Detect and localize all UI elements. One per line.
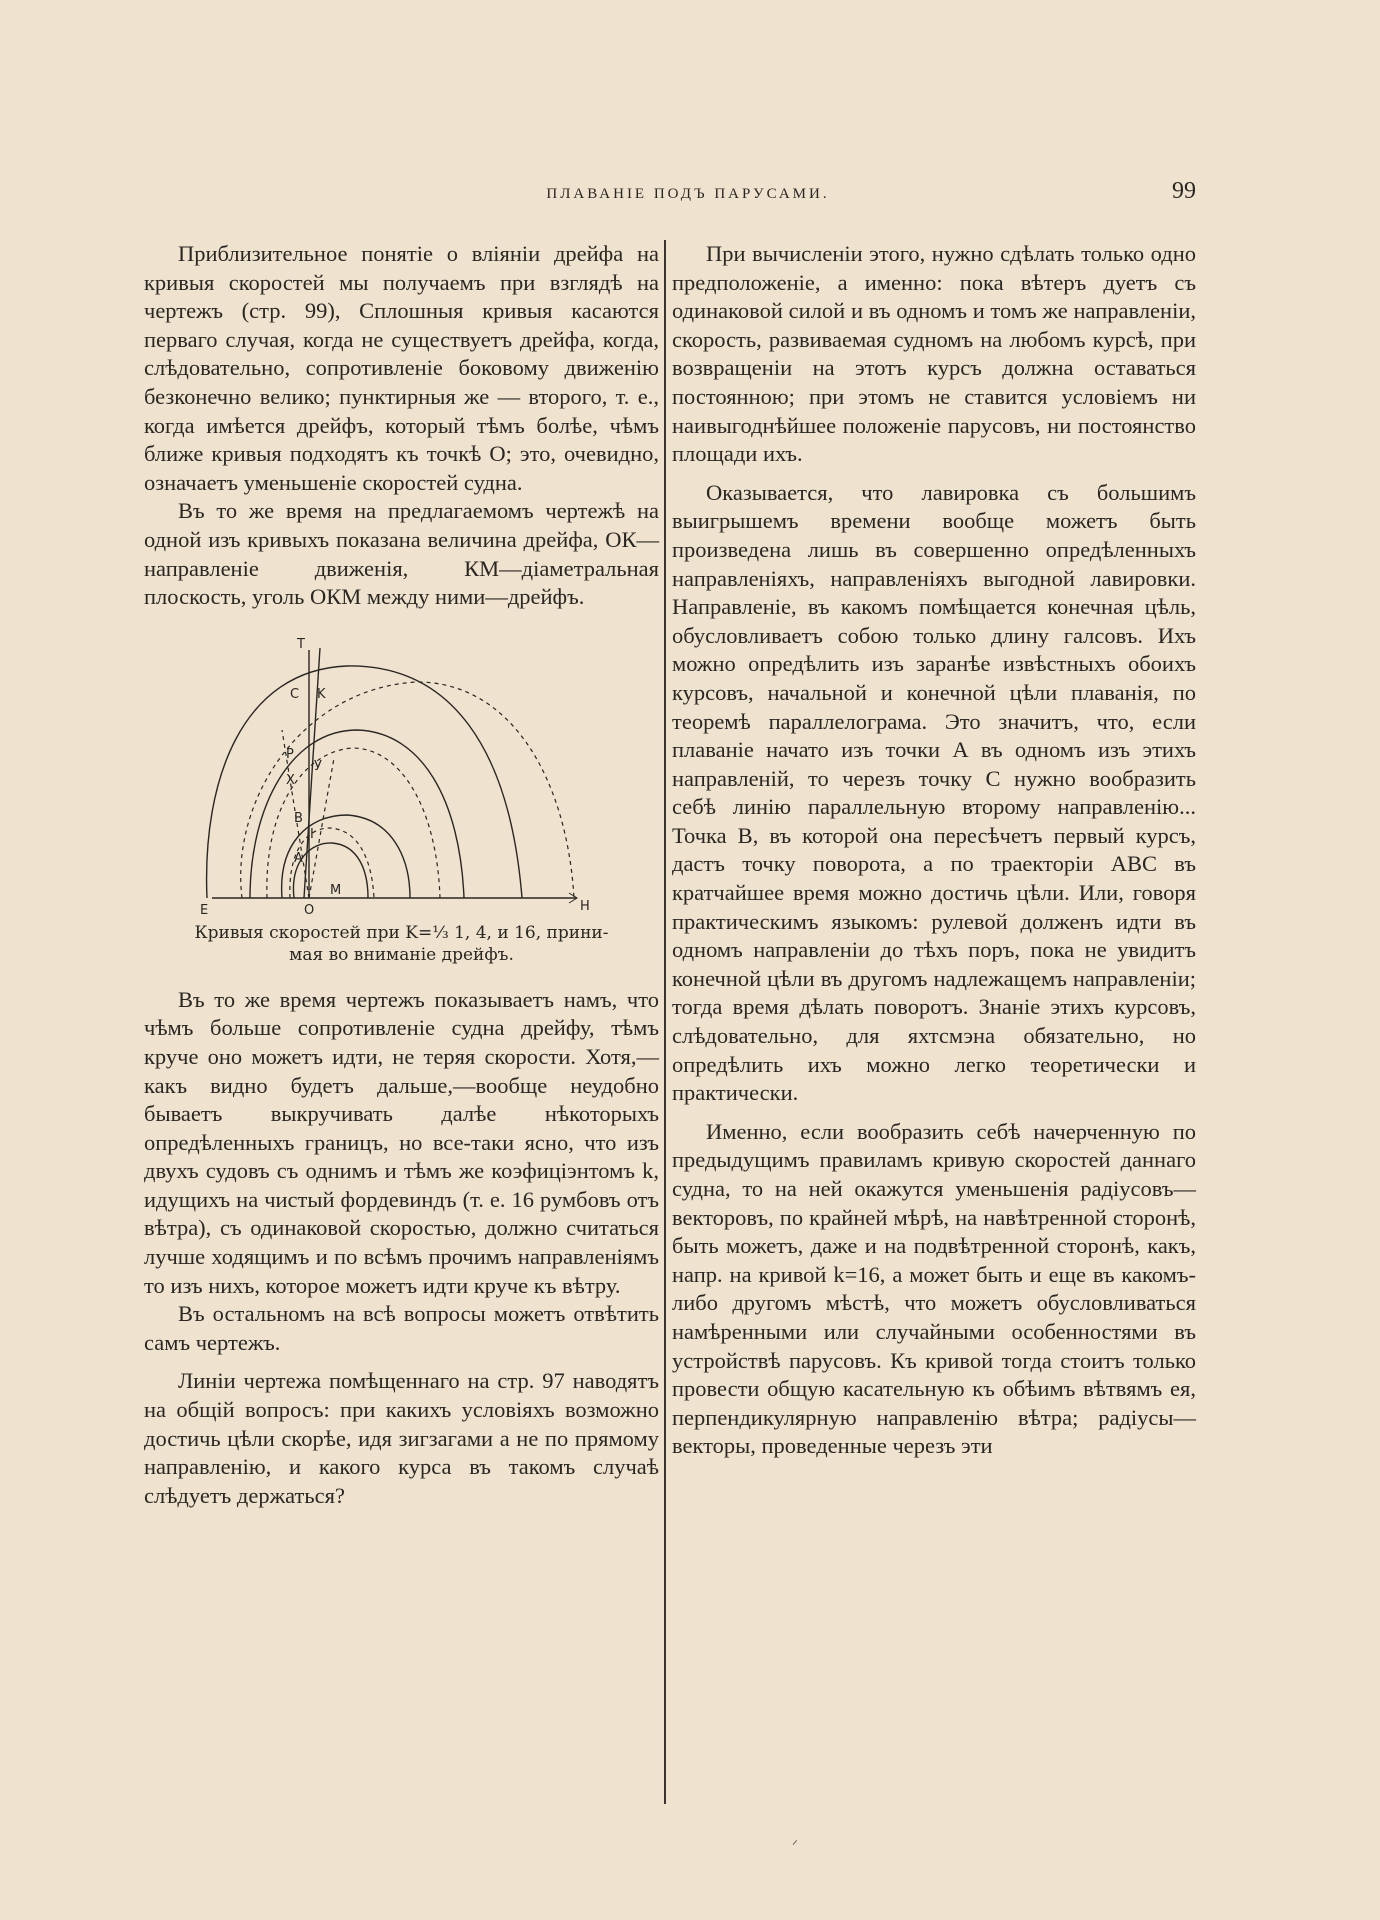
label-i: I <box>309 826 314 842</box>
page-number: 99 <box>1172 178 1196 204</box>
velocity-curves-diagram <box>182 630 622 918</box>
label-p: P <box>285 746 294 762</box>
label-m: M <box>329 882 341 898</box>
page-header <box>178 178 1196 214</box>
caption-line-1: Кривыя скоростей при K=⅓ 1, 4, и 16, прини- <box>194 922 609 943</box>
label-e: E <box>199 902 208 918</box>
left-paragraph-5: Линіи чертежа помѣщеннаго на стр. 97 наводятъ на общій вопросъ: при какихъ условіяхъ возможно достичь цѣли скорѣе, идя зигзагами а не по прямому направленію, и какого курса въ такомъ случаѣ слѣдуетъ держаться? <box>144 1368 659 1508</box>
label-a: A <box>293 850 303 866</box>
caption-line-2: мая во вниманіе дрейфъ. <box>289 944 514 965</box>
right-paragraph-1: При вычисленіи этого, нужно сдѣлать только одно предположеніе, а именно: пока вѣтеръ дуетъ съ одинаковой силой и въ одномъ и томъ же направленіи, скорость, развиваемая судномъ на любомъ курсѣ, при возвращеніи на этотъ курсъ должна оставаться постоянною; при этомъ не ставится условіемъ ни наивыгоднѣйшее положеніе парусовъ, ни постоянство площади ихъ. <box>672 241 1196 467</box>
right-paragraph-2: Оказывается, что лавировка съ большимъ выигрышемъ времени вообще можетъ быть произведена лишь въ совершенно опредѣленныхъ направленіяхъ, направленіяхъ выгодной лавировки. Направленіе, въ какомъ помѣщается конечная цѣль, обусловливаетъ собою только длину галсовъ. Ихъ можно опредѣлить изъ заранѣе извѣстныхъ обоихъ курсовъ, начальной и конечной цѣли плаванія, по теоремѣ параллелограма. Это значитъ, что, если плаваніе начато изъ точки А въ одномъ изъ этихъ направленій, то черезъ точку С нужно вообразить себѣ линію параллельную второму направленію... Точка В, въ которой она пересѣчетъ первый курсъ, дастъ точку поворота, а по траекторіи АВС въ кратчайшее время можно достичь цѣли. Или, говоря практическимъ языкомъ: рулевой долженъ идти въ одномъ направленіи до тѣхъ поръ, пока не увидитъ конечной цѣли въ другомъ надлежащемъ направленіи; тогда время дѣлать поворотъ. Знаніе этихъ курсовъ, слѣдовательно, для яхтсмэна обязательно, но опредѣлить ихъ можно легко теоретически и практически. <box>672 479 1196 1106</box>
label-c: C <box>289 686 299 702</box>
label-y: У <box>313 758 322 774</box>
left-paragraph-1: Приблизительное понятіе о вліяніи дрейфа на кривыя скоростей мы получаемъ при взглядѣ на чертежъ (стр. 99), Сплошныя кривыя касаются перваго случая, когда не существуетъ дрейфа, когда, слѣдовательно, сопротивленіе боковому движенію безконечно велико; пунктирныя же — второго, т. е., когда имѣется дрейфъ, который тѣмъ болѣе, чѣмъ ближе кривыя подходятъ къ точкѣ О; это, очевидно, означаетъ уменьшеніе скоростей судна. <box>144 241 659 495</box>
label-x: X <box>285 772 295 788</box>
left-column <box>144 240 659 1510</box>
right-column <box>672 240 1196 1461</box>
curve-k4-dashed <box>266 748 439 898</box>
running-title: ПЛАВАНІЕ ПОДЪ ПАРУСАМИ. <box>546 186 830 202</box>
left-paragraph-3: Въ то же время чертежъ показываетъ намъ, что чѣмъ больше сопротивленіе судна дрейфу, тѣмъ круче оно можетъ идти, не теряя скорости. Хотя,—какъ видно будетъ дальше,—вообще неудобно бываетъ выкручивать далѣе нѣкоторыхъ опредѣленныхъ границъ, но все-таки ясно, что изъ двухъ судовъ съ однимъ и тѣмъ же коэфиціэнтомъ k, идущихъ на чистый фордевиндъ (т. е. 16 румбовъ отъ вѣтра), съ одинаковой скоростью, должно считаться лучше ходящимъ и по всѣмъ прочимъ направленіямъ то изъ нихъ, которое можетъ идти круче къ вѣтру. <box>144 986 659 1298</box>
label-t: T <box>296 636 305 652</box>
left-paragraph-2: Въ то же время на предлагаемомъ чертежѣ на одной изъ кривыхъ показана величина дрейфа, ОК—направленіе движенія, КМ—діаметральная плоскость, уголь ОКМ между ними—дрейфъ. <box>144 498 659 610</box>
label-o: O <box>303 902 314 918</box>
right-paragraph-3: Именно, если вообразить себѣ начерченную по предыдущимъ правиламъ кривую скоростей даннаго судна, то на ней окажутся уменьшенія радіусовъ— векторовъ, по крайней мѣрѣ, на навѣтренной сторонѣ, быть можетъ, даже и на подвѣтренной сторонѣ, какъ, напр. на кривой k=16, а может быть и еще въ какомъ-либо другомъ мѣстѣ, что можетъ обусловливаться намѣренными или случайными особенностями въ устройствѣ парусовъ. Къ кривой тогда стоитъ только провести общую касательную къ обѣимъ вѣтвямъ ея, перпендикулярную направленію вѣтра; радіусы—векторы, проведенные черезъ эти <box>672 1118 1196 1459</box>
label-b: B <box>293 810 303 826</box>
curve-k16-solid <box>206 666 521 898</box>
page-mark: ᐟ <box>792 1838 798 1854</box>
figure-caption <box>152 922 651 966</box>
velocity-curves-figure <box>144 630 659 966</box>
label-h: H <box>579 898 590 914</box>
label-k: K <box>316 686 326 702</box>
left-paragraph-4: Въ остальномъ на всѣ вопросы можетъ отвѣтить самъ чертежъ. <box>144 1301 659 1355</box>
column-divider <box>664 240 666 1804</box>
